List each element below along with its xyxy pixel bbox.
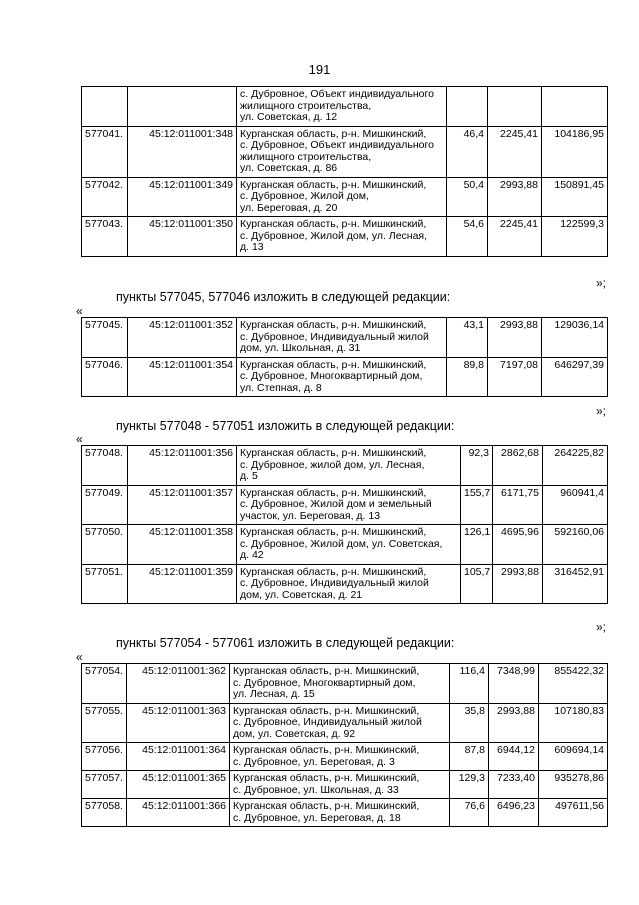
table-row bbox=[82, 87, 608, 127]
table-row bbox=[82, 799, 608, 827]
address-line: Курганская область, р-н. Мишкинский, bbox=[233, 704, 420, 717]
address-cell bbox=[230, 703, 450, 743]
address-line: Курганская область, р-н. Мишкинский, bbox=[240, 486, 427, 499]
address-line: с. Дубровное, Жилой дом и земельный bbox=[240, 498, 432, 510]
address-line: д. 5 bbox=[240, 470, 258, 482]
address-line: Курганская область, р-н. Мишкинский, bbox=[233, 665, 420, 677]
row-number: 577046. bbox=[82, 357, 128, 397]
cadastral-number: 45:12:011001:352 bbox=[128, 318, 237, 358]
row-number: 577055. bbox=[82, 703, 127, 743]
address-cell bbox=[237, 564, 461, 604]
address-line: с. Дубровное, Жилой дом, ул. Лесная, bbox=[240, 229, 428, 242]
address-line: ул. Советская, д. 12 bbox=[240, 111, 338, 123]
cost-value: 122599,3 bbox=[542, 217, 608, 257]
price-value: 2993,88 bbox=[488, 318, 542, 358]
cost-value: 646297,39 bbox=[542, 357, 608, 397]
cost-value: 104186,95 bbox=[542, 126, 608, 177]
row-number: 577050. bbox=[82, 525, 128, 565]
address-line: с. Дубровное, Объект индивидуального bbox=[240, 88, 434, 100]
area-value: 76,6 bbox=[450, 799, 489, 827]
area-value: 105,7 bbox=[461, 564, 493, 604]
cadastral-number: 45:12:011001:350 bbox=[128, 217, 237, 257]
table-row bbox=[82, 217, 608, 257]
price-value bbox=[488, 87, 542, 127]
row-number: 577056. bbox=[82, 743, 127, 771]
address-line: Курганская область, р-н. Мишкинский, bbox=[233, 800, 420, 812]
table-row bbox=[82, 771, 608, 799]
address-line: Курганская область, р-н. Мишкинский, bbox=[240, 319, 427, 331]
table-row bbox=[82, 446, 608, 486]
area-value: 126,1 bbox=[461, 525, 493, 565]
table-row bbox=[82, 485, 608, 525]
address-line: ул. Советская, д. 86 bbox=[240, 162, 338, 174]
cost-value: 150891,45 bbox=[542, 177, 608, 217]
price-value: 6496,23 bbox=[489, 799, 539, 827]
address-cell bbox=[237, 177, 447, 217]
address-cell bbox=[230, 799, 450, 827]
register-table-2 bbox=[81, 317, 608, 397]
address-line: с. Дубровное, Жилой дом, bbox=[240, 190, 369, 202]
cadastral-number: 45:12:011001:349 bbox=[128, 177, 237, 217]
address-line: жилищного строительства, bbox=[240, 150, 372, 163]
price-value: 6944,12 bbox=[489, 743, 539, 771]
address-line: с. Дубровное, ул. Школьная, д. 33 bbox=[233, 783, 399, 796]
address-line: ул. Береговая, д. 20 bbox=[240, 201, 338, 214]
table-row bbox=[82, 664, 608, 704]
area-value bbox=[447, 87, 488, 127]
address-line: Курганская область, р-н. Мишкинский, bbox=[233, 772, 420, 784]
address-line: участок, ул. Береговая, д. 13 bbox=[240, 509, 381, 522]
cadastral-number: 45:12:011001:359 bbox=[128, 564, 237, 604]
cadastral-number bbox=[128, 87, 237, 127]
address-line: дом, ул. Советская, д. 21 bbox=[240, 588, 363, 601]
cadastral-number: 45:12:011001:358 bbox=[128, 525, 237, 565]
address-line: Курганская область, р-н. Мишкинский, bbox=[240, 447, 427, 459]
area-value: 116,4 bbox=[450, 664, 489, 704]
address-line: Курганская область, р-н. Мишкинский, bbox=[240, 358, 427, 371]
address-cell bbox=[237, 87, 447, 127]
address-line: с. Дубровное, Индивидуальный жилой bbox=[233, 716, 422, 728]
address-line: Курганская область, р-н. Мишкинский, bbox=[240, 127, 427, 140]
address-cell bbox=[230, 664, 450, 704]
address-line: с. Дубровное, Многоквартирный дом, bbox=[240, 370, 423, 382]
row-number: 577049. bbox=[82, 485, 128, 525]
address-cell bbox=[230, 771, 450, 799]
closing-quote: »; bbox=[596, 404, 607, 418]
address-cell bbox=[237, 485, 461, 525]
cadastral-number: 45:12:011001:348 bbox=[128, 126, 237, 177]
price-value: 4695,96 bbox=[493, 525, 543, 565]
area-value: 54,6 bbox=[447, 217, 488, 257]
table-row bbox=[82, 564, 608, 604]
price-value: 7348,99 bbox=[489, 664, 539, 704]
row-number: 577057. bbox=[82, 771, 127, 799]
price-value: 2245,41 bbox=[488, 217, 542, 257]
address-line: жилищного строительства, bbox=[240, 99, 372, 112]
cadastral-number: 45:12:011001:357 bbox=[128, 485, 237, 525]
section-heading: пункты 577045, 577046 изложить в следующей редакции: bbox=[116, 290, 451, 304]
address-line: с. Дубровное, Многоквартирный дом, bbox=[233, 676, 416, 689]
price-value: 2862,68 bbox=[493, 446, 543, 486]
cost-value: 264225,82 bbox=[543, 446, 608, 486]
price-value: 2993,88 bbox=[489, 703, 539, 743]
area-value: 46,4 bbox=[447, 126, 488, 177]
address-line: дом, ул. Советская, д. 92 bbox=[233, 727, 356, 740]
address-cell bbox=[237, 446, 461, 486]
address-cell bbox=[237, 357, 447, 397]
address-line: дом, ул. Школьная, д. 31 bbox=[240, 342, 361, 354]
area-value: 129,3 bbox=[450, 771, 489, 799]
address-line: с. Дубровное, Индивидуальный жилой bbox=[240, 330, 429, 343]
table-row bbox=[82, 357, 608, 397]
row-number: 577048. bbox=[82, 446, 128, 486]
cadastral-number: 45:12:011001:356 bbox=[128, 446, 237, 486]
address-line: с. Дубровное, ул. Береговая, д. 3 bbox=[233, 755, 395, 768]
table-row bbox=[82, 318, 608, 358]
row-number: 577058. bbox=[82, 799, 127, 827]
address-line: с. Дубровное, Жилой дом, ул. Советская, bbox=[240, 537, 443, 550]
area-value: 92,3 bbox=[461, 446, 493, 486]
area-value: 89,8 bbox=[447, 357, 488, 397]
cost-value: 855422,32 bbox=[539, 664, 608, 704]
address-line: с. Дубровное, ул. Береговая, д. 18 bbox=[233, 811, 401, 824]
section-heading: пункты 577054 - 577061 изложить в следующей редакции: bbox=[116, 636, 455, 650]
address-line: д. 42 bbox=[240, 549, 264, 561]
area-value: 43,1 bbox=[447, 318, 488, 358]
address-cell bbox=[237, 525, 461, 565]
address-line: с. Дубровное, Индивидуальный жилой bbox=[240, 577, 429, 589]
cost-value: 609694,14 bbox=[539, 743, 608, 771]
address-cell bbox=[237, 318, 447, 358]
area-value: 87,8 bbox=[450, 743, 489, 771]
table-row bbox=[82, 126, 608, 177]
address-line: ул. Лесная, д. 15 bbox=[233, 688, 315, 700]
address-line: с. Дубровное, жилой дом, ул. Лесная, bbox=[240, 458, 425, 471]
price-value: 2993,88 bbox=[488, 177, 542, 217]
cadastral-number: 45:12:011001:362 bbox=[127, 664, 230, 704]
cost-value: 935278,86 bbox=[539, 771, 608, 799]
address-line: Курганская область, р-н. Мишкинский, bbox=[233, 744, 420, 756]
closing-quote: »; bbox=[596, 276, 607, 290]
price-value: 6171,75 bbox=[493, 485, 543, 525]
address-line: ул. Степная, д. 8 bbox=[240, 381, 322, 394]
price-value: 2245,41 bbox=[488, 126, 542, 177]
address-line: Курганская область, р-н. Мишкинский, bbox=[240, 178, 427, 191]
row-number: 577041. bbox=[82, 126, 128, 177]
opening-quote: « bbox=[76, 304, 83, 318]
page-number: 191 bbox=[308, 62, 331, 77]
table-row bbox=[82, 743, 608, 771]
closing-quote: »; bbox=[596, 620, 607, 634]
table-row bbox=[82, 177, 608, 217]
cost-value bbox=[542, 87, 608, 127]
row-number: 577043. bbox=[82, 217, 128, 257]
area-value: 155,7 bbox=[461, 485, 493, 525]
cadastral-number: 45:12:011001:363 bbox=[127, 703, 230, 743]
table-row bbox=[82, 525, 608, 565]
address-line: д. 13 bbox=[240, 241, 264, 253]
address-line: Курганская область, р-н. Мишкинский, bbox=[240, 526, 427, 538]
cost-value: 129036,14 bbox=[542, 318, 608, 358]
cadastral-number: 45:12:011001:366 bbox=[127, 799, 230, 827]
address-line: Курганская область, р-н. Мишкинский, bbox=[240, 565, 427, 578]
address-cell bbox=[237, 126, 447, 177]
cadastral-number: 45:12:011001:354 bbox=[128, 357, 237, 397]
cost-value: 592160,06 bbox=[543, 525, 608, 565]
row-number bbox=[82, 87, 128, 127]
cadastral-number: 45:12:011001:365 bbox=[127, 771, 230, 799]
cost-value: 960941,4 bbox=[543, 485, 608, 525]
address-cell bbox=[230, 743, 450, 771]
area-value: 35,8 bbox=[450, 703, 489, 743]
section-heading: пункты 577048 - 577051 изложить в следующей редакции: bbox=[116, 419, 455, 433]
opening-quote: « bbox=[76, 432, 83, 446]
row-number: 577045. bbox=[82, 318, 128, 358]
address-line: с. Дубровное, Объект индивидуального bbox=[240, 139, 434, 151]
cadastral-number: 45:12:011001:364 bbox=[127, 743, 230, 771]
cost-value: 316452,91 bbox=[543, 564, 608, 604]
cost-value: 497611,56 bbox=[539, 799, 608, 827]
address-line: Курганская область, р-н. Мишкинский, bbox=[240, 218, 427, 230]
price-value: 7233,40 bbox=[489, 771, 539, 799]
register-table-4 bbox=[81, 663, 608, 827]
register-table-3 bbox=[81, 445, 608, 604]
register-table-1 bbox=[81, 86, 608, 257]
area-value: 50,4 bbox=[447, 177, 488, 217]
row-number: 577051. bbox=[82, 564, 128, 604]
row-number: 577042. bbox=[82, 177, 128, 217]
row-number: 577054. bbox=[82, 664, 127, 704]
price-value: 7197,08 bbox=[488, 357, 542, 397]
cost-value: 107180,83 bbox=[539, 703, 608, 743]
address-cell bbox=[237, 217, 447, 257]
opening-quote: « bbox=[76, 650, 83, 664]
table-row bbox=[82, 703, 608, 743]
price-value: 2993,88 bbox=[493, 564, 543, 604]
